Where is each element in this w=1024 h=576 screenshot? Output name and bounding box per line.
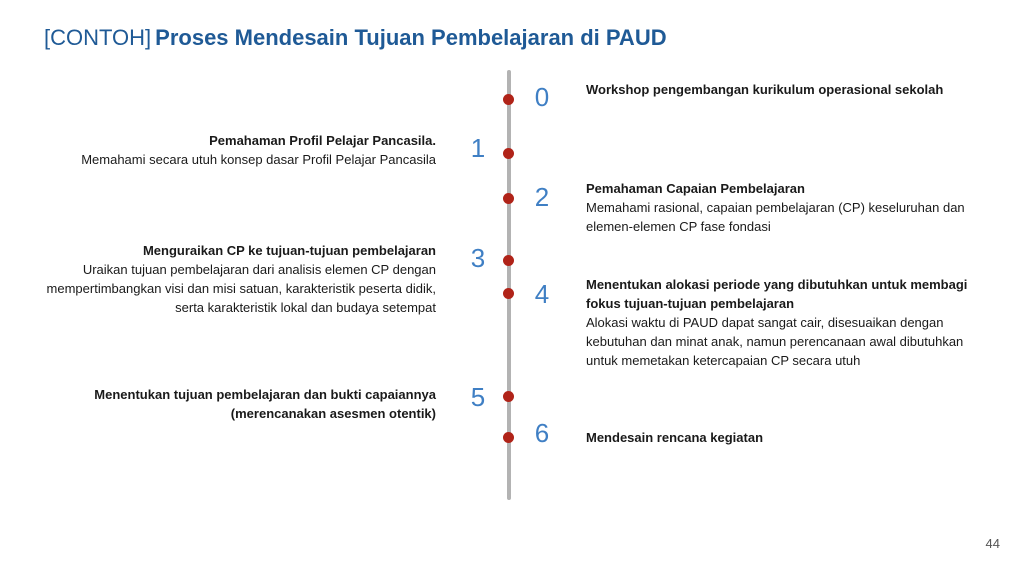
- timeline-dot-4: [503, 288, 514, 299]
- step-body: Uraikan tujuan pembelajaran dari analisis elemen CP dengan mempertimbangkan visi dan misi satuan, karakteristik peserta didik, serta karakteristik lokal dan budaya setempat: [46, 262, 436, 315]
- step-body: Alokasi waktu di PAUD dapat sangat cair, disesuaikan dengan kebutuhan dan minat anak, namun perencanaan awal dibutuhkan untuk memetakan ketercapaian CP secara utuh: [586, 315, 964, 368]
- step-number-4: 4: [534, 279, 550, 309]
- step-4: [586, 275, 996, 370]
- step-heading: Menentukan alokasi periode yang dibutuhkan untuk membagi fokus tujuan-tujuan pembelajaran: [586, 277, 968, 311]
- step-body: Memahami rasional, capaian pembelajaran (CP) keseluruhan dan elemen-elemen CP fase fondasi: [586, 200, 965, 234]
- step-heading: Menentukan tujuan pembelajaran dan bukti capaiannya (merencanakan asesmen otentik): [94, 387, 436, 421]
- page-number: 44: [985, 536, 1000, 551]
- step-3: [16, 241, 436, 317]
- step-heading: Workshop pengembangan kurikulum operasional sekolah: [586, 82, 944, 97]
- step-0: [586, 80, 996, 99]
- step-5: [36, 385, 436, 423]
- step-body: Memahami secara utuh konsep dasar Profil Pelajar Pancasila: [81, 152, 436, 167]
- step-number-3: 3: [470, 243, 486, 273]
- step-number-5: 5: [470, 382, 486, 412]
- step-number-1: 1: [470, 133, 486, 163]
- step-heading: Pemahaman Profil Pelajar Pancasila.: [209, 133, 436, 148]
- timeline-dot-6: [503, 432, 514, 443]
- page-title: [44, 24, 667, 52]
- timeline-dot-5: [503, 391, 514, 402]
- title-tag: [CONTOH]: [44, 25, 152, 50]
- step-2: [586, 179, 996, 236]
- step-number-6: 6: [534, 418, 550, 448]
- timeline-dot-0: [503, 94, 514, 105]
- step-heading: Pemahaman Capaian Pembelajaran: [586, 181, 805, 196]
- title-main: Proses Mendesain Tujuan Pembelajaran di PAUD: [155, 25, 667, 50]
- step-1: [16, 131, 436, 169]
- step-number-0: 0: [534, 82, 550, 112]
- step-number-2: 2: [534, 182, 550, 212]
- timeline-dot-2: [503, 193, 514, 204]
- timeline-dot-1: [503, 148, 514, 159]
- step-6: [586, 428, 996, 447]
- step-heading: Mendesain rencana kegiatan: [586, 430, 764, 445]
- timeline-dot-3: [503, 255, 514, 266]
- step-heading: Menguraikan CP ke tujuan-tujuan pembelajaran: [142, 243, 436, 258]
